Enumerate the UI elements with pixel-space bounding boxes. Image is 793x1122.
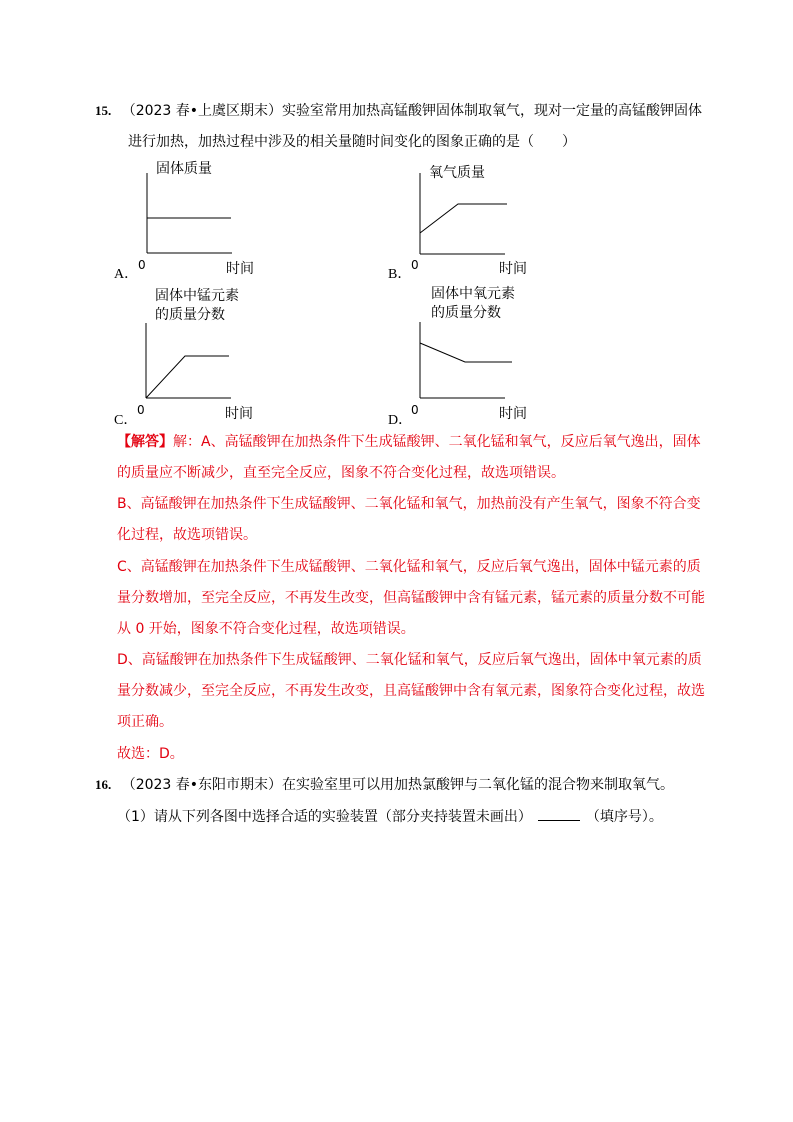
option-c-letter: C． <box>114 413 138 428</box>
graph-b-xlabel: 时间 <box>499 261 527 277</box>
q16-stem: 在实验室里可以用加热氯酸钾与二氧化锰的混合物来制取氧气。 <box>282 777 675 793</box>
graph-d-curve <box>420 343 512 362</box>
graph-a-ylabel: 固体质量 <box>156 161 212 177</box>
answer-tag: 【解答】 <box>117 434 173 450</box>
answer-c-line3: 从 0 开始，图象不符合变化过程，故选项错误。 <box>117 621 415 637</box>
graph-d-ylabel-1: 固体中氧元素 <box>431 286 515 302</box>
graph-d-ylabel-2: 的质量分数 <box>431 305 501 321</box>
option-d-letter: D． <box>388 413 413 428</box>
q16-sub1-suffix: （填序号）。 <box>585 809 663 825</box>
q16-sub1 <box>117 806 663 827</box>
graph-d-origin: 0 <box>411 403 419 417</box>
answer-d-line3: 项正确。 <box>117 714 173 730</box>
q16-line1 <box>95 775 674 795</box>
graph-c <box>110 285 270 428</box>
graph-b <box>386 155 546 280</box>
answer-a-text: 解：A、高锰酸钾在加热条件下生成锰酸钾、二氧化锰和氧气，反应后氧气逸出，固体 <box>173 434 701 450</box>
answer-c-line2: 量分数增加，至完全反应，不再发生改变，但高锰酸钾中含有锰元素，锰元素的质量分数不可能 <box>117 590 705 606</box>
q15-source: （2023 春•上虞区期末） <box>121 103 283 119</box>
q15-number: 15. <box>95 103 112 118</box>
graph-c-xlabel: 时间 <box>225 406 253 422</box>
answer-choice: 故选：D。 <box>117 746 184 762</box>
q15-line1 <box>95 101 702 121</box>
answer-a-line2: 的质量应不断减少，直至完全反应，图象不符合变化过程，故选项错误。 <box>117 465 565 481</box>
option-b-letter: B． <box>388 267 412 282</box>
q16-number: 16. <box>95 777 112 792</box>
answer-b-line2: 化过程，故选项错误。 <box>117 527 257 543</box>
graph-b-origin: 0 <box>411 258 419 272</box>
answer-d-line2: 量分数减少，至完全反应，不再发生改变，且高锰酸钾中含有氧元素，图象符合变化过程，故选 <box>117 683 705 699</box>
graph-b-ylabel: 氧气质量 <box>429 165 485 181</box>
graph-a-origin: 0 <box>138 258 146 272</box>
graph-d-xlabel: 时间 <box>499 406 527 422</box>
q16-answer-blank[interactable] <box>538 806 580 821</box>
option-a-letter: A． <box>114 267 139 282</box>
answer-b-line1: B、高锰酸钾在加热条件下生成锰酸钾、二氧化锰和氧气，加热前没有产生氧气，图象不符合变 <box>117 496 701 512</box>
graph-a <box>110 155 270 280</box>
q15-stem-1: 实验室常用加热高锰酸钾固体制取氧气，现对一定量的高锰酸钾固体 <box>282 103 703 119</box>
graph-c-origin: 0 <box>137 403 145 417</box>
q15-stem-2: 进行加热，加热过程中涉及的相关量随时间变化的图象正确的是（ ） <box>128 134 576 150</box>
q16-sub1-prefix: （1）请从下列各图中选择合适的实验装置（部分夹持装置未画出） <box>117 809 532 825</box>
answer-d-line1: D、高锰酸钾在加热条件下生成锰酸钾、二氧化锰和氧气，反应后氧气逸出，固体中氧元素的质 <box>117 652 702 668</box>
q16-source: （2023 春•东阳市期末） <box>121 777 283 793</box>
graph-c-curve <box>146 356 229 398</box>
answer-c-line1: C、高锰酸钾在加热条件下生成锰酸钾、二氧化锰和氧气，反应后氧气逸出，固体中锰元素的质 <box>117 559 701 575</box>
graph-b-curve <box>420 204 507 233</box>
graph-c-ylabel-2: 的质量分数 <box>155 307 225 323</box>
graph-c-ylabel-1: 固体中锰元素 <box>155 288 239 304</box>
graph-d <box>386 282 546 428</box>
graph-a-xlabel: 时间 <box>226 261 254 277</box>
answer-a-line1 <box>117 432 701 452</box>
